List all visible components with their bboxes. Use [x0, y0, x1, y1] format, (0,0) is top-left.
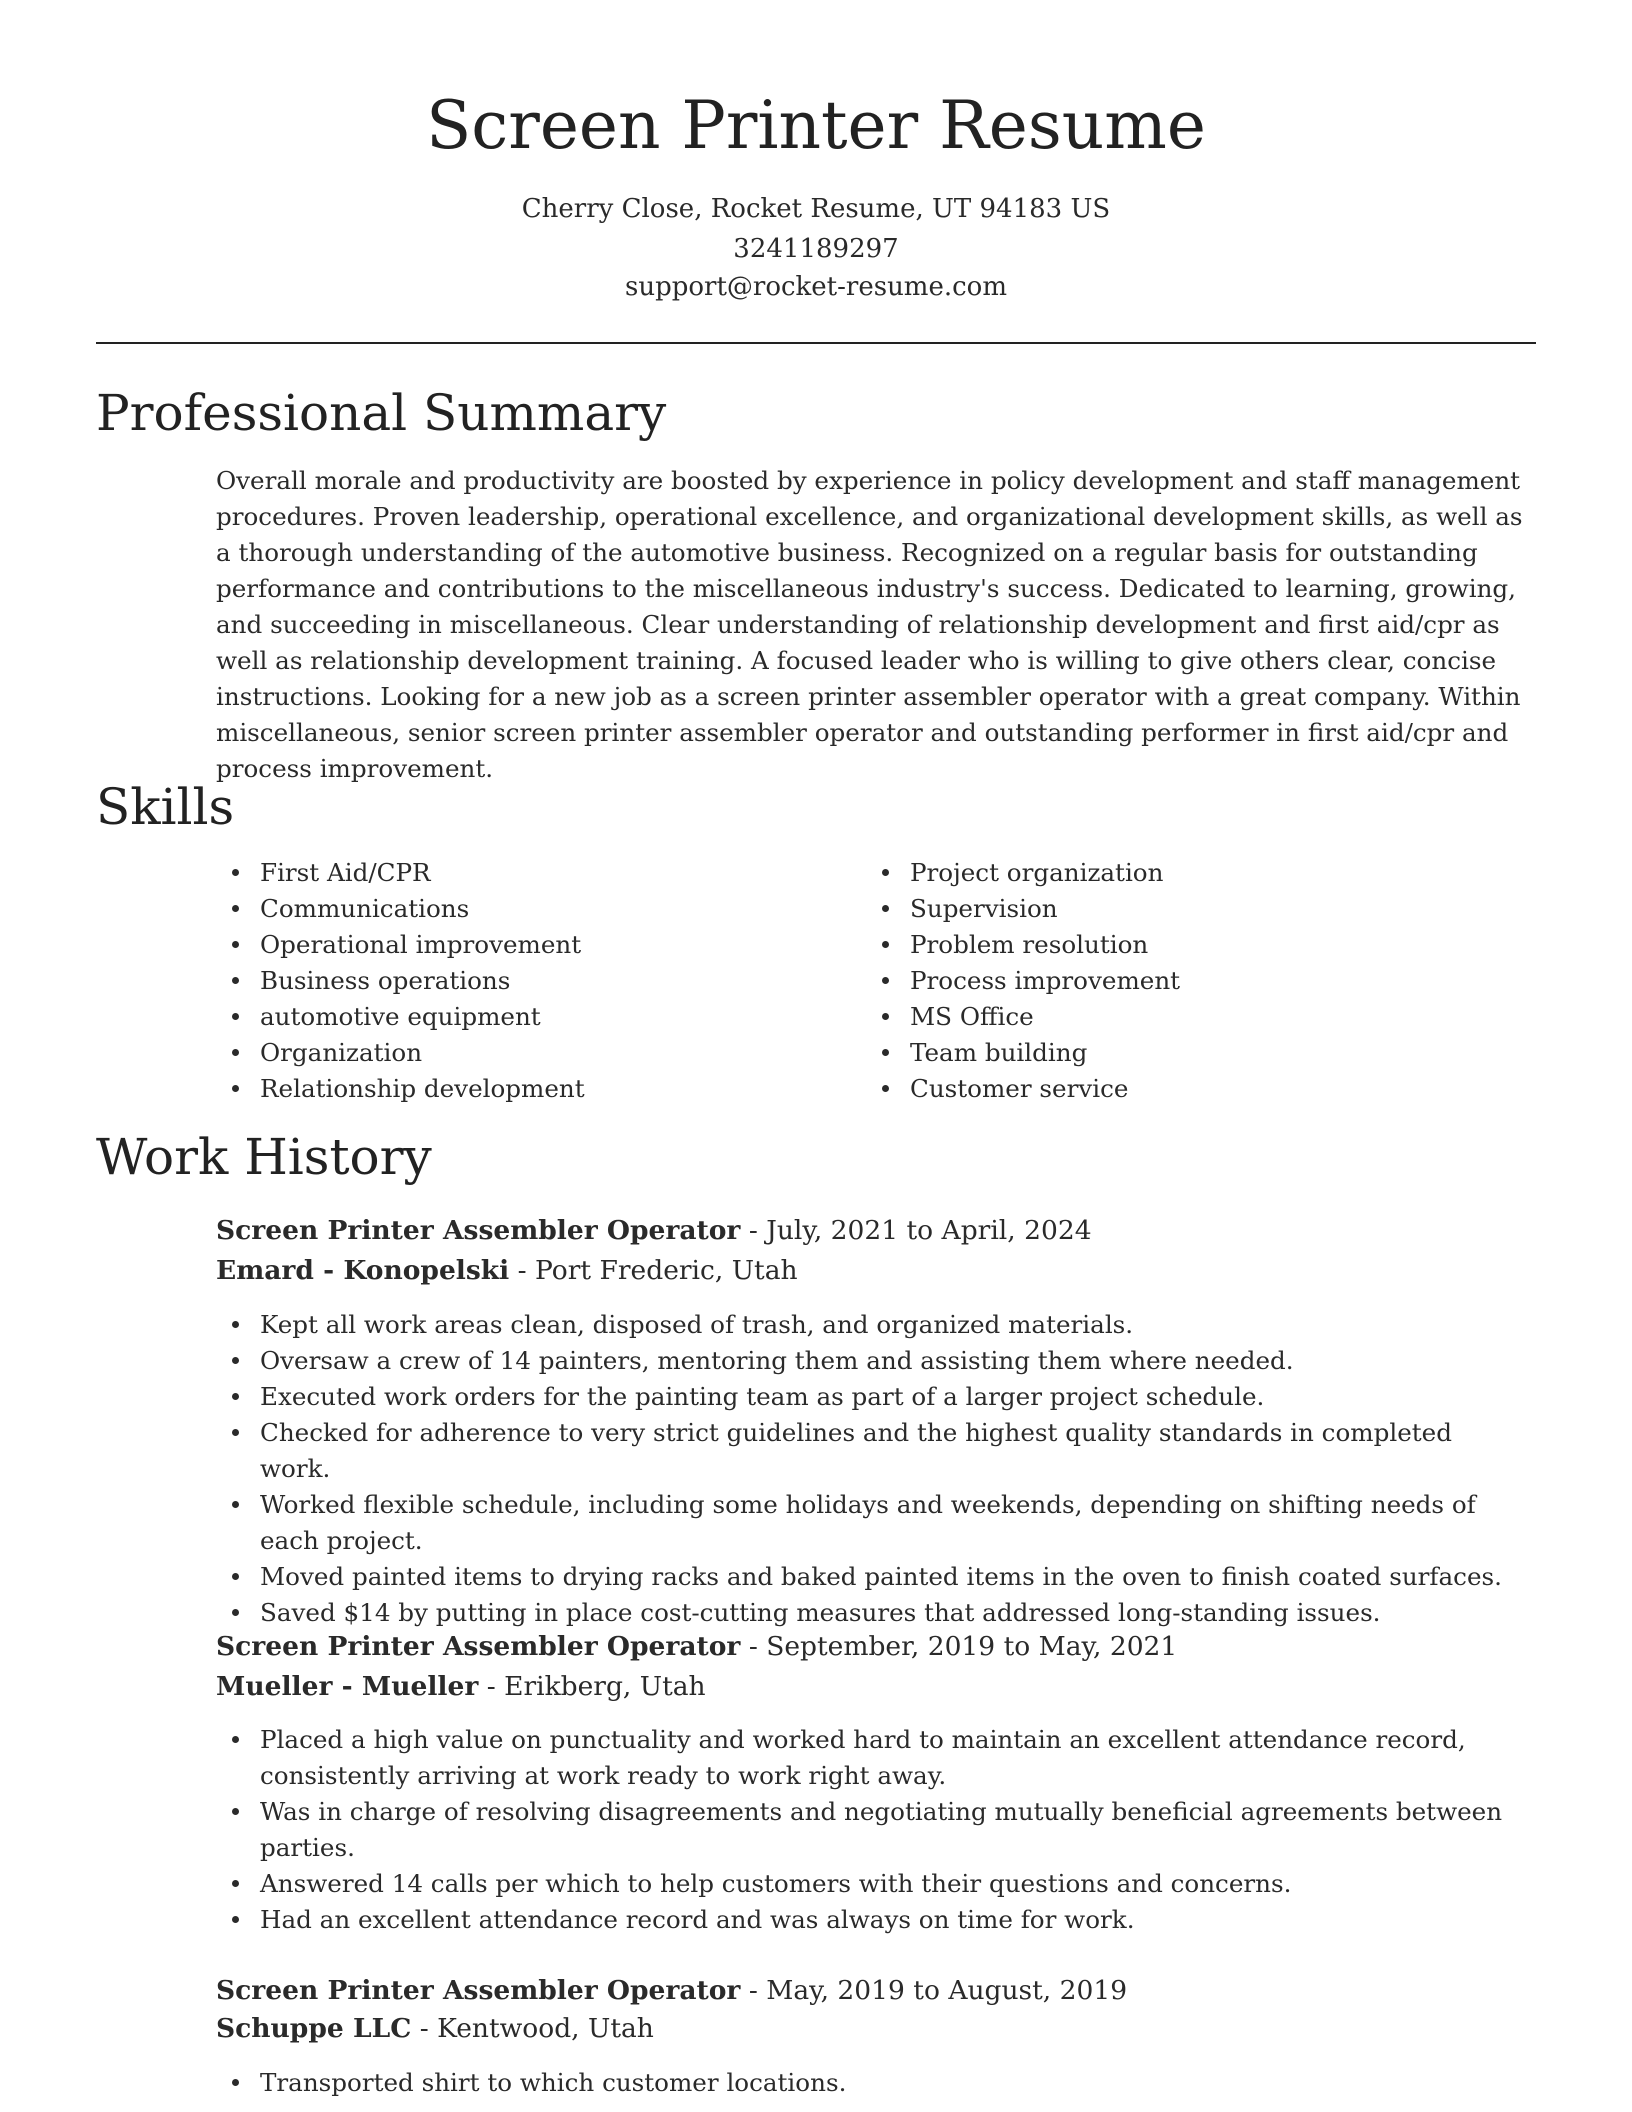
job-company-line: Mueller - Mueller - Erikberg, Utah — [216, 1671, 706, 1702]
job-bullet: Oversaw a crew of 14 painters, mentoring them and assisting them where needed. — [216, 1343, 1516, 1379]
summary-text: Overall morale and productivity are boosted by experience in policy development and staff management procedures. Proven leadership, operational excellence, and organizational development skills, as well as a thorough understanding of the automotive business. Recognized on a regular basis for outstanding performance and contributions to the miscellaneous industry's success. Dedicated to learning, growing, and succeeding in miscellaneous. Clear understanding of relationship development and first aid/cpr as well as relationship development training. A focused leader who is willing to give others clear, concise instructions. Looking for a new job as a screen printer assembler operator with a great company. Within miscellaneous, senior screen printer assembler operator and outstanding performer in first aid/cpr and process improvement. — [216, 466, 1523, 783]
contact-address: Cherry Close, Rocket Resume, UT 94183 US — [521, 194, 1111, 224]
skill-item: Communications — [216, 891, 856, 927]
job-location: Port Frederic, Utah — [535, 1255, 798, 1286]
skill-item: Problem resolution — [866, 927, 1506, 963]
work-history-heading: Work History — [96, 1128, 432, 1186]
header-divider — [96, 342, 1536, 344]
job-company-line: Schuppe LLC - Kentwood, Utah — [216, 2013, 654, 2044]
contact-email: support@rocket-resume.com — [624, 272, 1007, 302]
skill-item: Operational improvement — [216, 927, 856, 963]
skill-item: Business operations — [216, 963, 856, 999]
skill-item: Relationship development — [216, 1071, 856, 1107]
skill-item: First Aid/CPR — [216, 855, 856, 891]
skill-item: Customer service — [866, 1071, 1506, 1107]
job-title-line: Screen Printer Assembler Operator - July, 2021 to April, 2024 — [216, 1215, 1092, 1246]
resume-title: Screen Printer Resume — [426, 87, 1206, 164]
skills-list-right — [866, 855, 1506, 1107]
job-dates: July, 2021 to April, 2024 — [766, 1215, 1092, 1246]
skill-item: Project organization — [866, 855, 1506, 891]
job-bullets — [216, 2065, 1516, 2101]
job-bullets — [216, 1307, 1516, 1631]
skill-item: Process improvement — [866, 963, 1506, 999]
job-dates: May, 2019 to August, 2019 — [766, 1975, 1128, 2006]
job-company: Emard - Konopelski — [216, 1255, 510, 1286]
job-title: Screen Printer Assembler Operator — [216, 1215, 741, 1246]
contact-phone: 3241189297 — [733, 234, 899, 264]
skill-item: automotive equipment — [216, 999, 856, 1035]
job-title-line: Screen Printer Assembler Operator - May, 2019 to August, 2019 — [216, 1975, 1128, 2006]
skill-item: Organization — [216, 1035, 856, 1071]
job-location: Kentwood, Utah — [437, 2013, 654, 2044]
skill-item: MS Office — [866, 999, 1506, 1035]
job-bullet: Kept all work areas clean, disposed of trash, and organized materials. — [216, 1307, 1516, 1343]
skills-list-left — [216, 855, 856, 1107]
job-bullet: Placed a high value on punctuality and worked hard to maintain an excellent attendance record, consistently arriving at work ready to work right away. — [216, 1722, 1516, 1794]
job-bullet: Had an excellent attendance record and was always on time for work. — [216, 1902, 1516, 1938]
job-bullet: Checked for adherence to very strict guidelines and the highest quality standards in completed work. — [216, 1415, 1516, 1487]
skills-heading: Skills — [96, 778, 235, 836]
job-bullet: Saved $14 by putting in place cost-cutting measures that addressed long-standing issues. — [216, 1595, 1516, 1631]
skill-item: Team building — [866, 1035, 1506, 1071]
job-company: Mueller - Mueller — [216, 1671, 479, 1702]
job-bullet: Answered 14 calls per which to help customers with their questions and concerns. — [216, 1866, 1516, 1902]
job-bullet: Transported shirt to which customer locations. — [216, 2065, 1516, 2101]
job-company: Schuppe LLC — [216, 2013, 412, 2044]
job-bullet: Executed work orders for the painting team as part of a larger project schedule. — [216, 1379, 1516, 1415]
job-title: Screen Printer Assembler Operator — [216, 1631, 741, 1662]
job-location: Erikberg, Utah — [504, 1671, 706, 1702]
summary-heading: Professional Summary — [96, 384, 667, 442]
job-title-line: Screen Printer Assembler Operator - September, 2019 to May, 2021 — [216, 1631, 1178, 1662]
job-bullet: Was in charge of resolving disagreements and negotiating mutually beneficial agreements between parties. — [216, 1794, 1516, 1866]
job-title: Screen Printer Assembler Operator — [216, 1975, 741, 2006]
skill-item: Supervision — [866, 891, 1506, 927]
job-bullet: Moved painted items to drying racks and baked painted items in the oven to finish coated surfaces. — [216, 1559, 1516, 1595]
job-bullets — [216, 1722, 1516, 1938]
job-company-line: Emard - Konopelski - Port Frederic, Utah — [216, 1255, 798, 1286]
job-dates: September, 2019 to May, 2021 — [766, 1631, 1178, 1662]
job-bullet: Worked flexible schedule, including some holidays and weekends, depending on shifting needs of each project. — [216, 1487, 1516, 1559]
